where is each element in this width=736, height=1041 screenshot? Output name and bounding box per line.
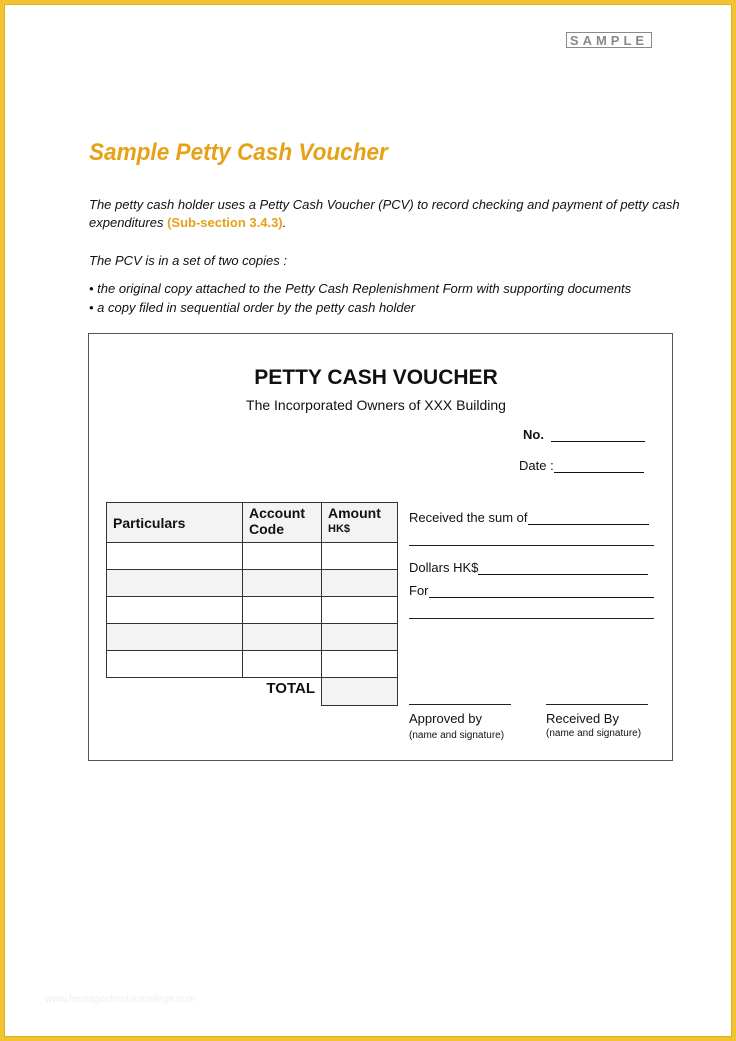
particulars-cell[interactable] [107,597,243,624]
account-code-cell[interactable] [243,570,322,597]
received-by-note: (name and signature) [546,728,642,739]
dollars-row [409,560,648,575]
sample-stamp: SAMPLE [566,32,652,48]
table-header-row [107,503,398,543]
voucher-date-row [519,458,644,473]
particulars-table [106,502,398,706]
voucher-number-label: No. [523,427,544,442]
for-field[interactable] [429,585,654,598]
page-title: Sample Petty Cash Voucher [89,139,388,166]
list-item: • a copy filed in sequential order by the petty cash holder [89,300,416,315]
header-account-code [243,503,322,543]
table-row [107,651,398,678]
received-sum-label: Received the sum of [409,510,528,525]
particulars-cell[interactable] [107,624,243,651]
for-row [409,583,654,598]
voucher-subtitle: The Incorporated Owners of XXX Building [246,397,506,413]
voucher-date-field[interactable] [554,460,644,473]
header-account-line1: Account [249,505,305,521]
watermark: www.heritagechristiancollege.com [45,994,196,1005]
approved-by-label: Approved by [409,711,482,726]
account-code-cell[interactable] [243,543,322,570]
amount-cell[interactable] [322,651,398,678]
total-row [107,678,398,706]
total-label: TOTAL [266,680,315,697]
voucher-title: PETTY CASH VOUCHER [254,366,498,389]
amount-cell[interactable] [322,624,398,651]
particulars-cell[interactable] [107,570,243,597]
dollars-field[interactable] [478,562,648,575]
dollars-label: Dollars HK$ [409,560,479,575]
voucher-number-field[interactable] [551,429,645,442]
amount-cell[interactable] [322,543,398,570]
account-code-cell[interactable] [243,624,322,651]
table-row [107,624,398,651]
particulars-cell[interactable] [107,651,243,678]
total-spacer [107,678,243,706]
voucher-date-label: Date : [519,458,554,473]
header-particulars: Particulars [107,503,243,543]
header-amount-label: Amount [328,505,381,521]
intro-text: The petty cash holder uses a Petty Cash Voucher (PCV) to record checking and payment of petty cash expenditures [89,197,680,230]
copies-list [89,279,631,317]
account-code-cell[interactable] [243,651,322,678]
particulars-cell[interactable] [107,543,243,570]
document-page [4,4,732,1037]
voucher-number-row [523,427,645,442]
amount-cell[interactable] [322,597,398,624]
amount-cell[interactable] [322,570,398,597]
header-account-line2: Code [249,521,284,537]
voucher-form [88,333,673,761]
subsection-reference: (Sub-section 3.4.3) [167,215,283,230]
account-code-cell[interactable] [243,597,322,624]
table-row [107,570,398,597]
total-amount-cell[interactable] [322,678,398,706]
header-amount-unit: HK$ [328,523,351,535]
received-sum-row [409,510,649,525]
intro-paragraph [89,196,689,232]
approved-by-note: (name and signature) [409,730,505,741]
for-continuation-line[interactable] [409,618,654,619]
received-sum-continuation-line[interactable] [409,545,654,546]
pcv-copies-line: The PCV is in a set of two copies : [89,253,287,268]
table-row [107,597,398,624]
received-signature-line[interactable] [546,704,648,705]
for-label: For [409,583,429,598]
header-amount [322,503,398,543]
approved-signature-line[interactable] [409,704,511,705]
received-by-label: Received By [546,711,619,726]
list-item: • the original copy attached to the Petty Cash Replenishment Form with supporting documents [89,281,632,296]
table-row [107,543,398,570]
intro-suffix: . [282,215,287,230]
received-sum-field[interactable] [528,512,649,525]
